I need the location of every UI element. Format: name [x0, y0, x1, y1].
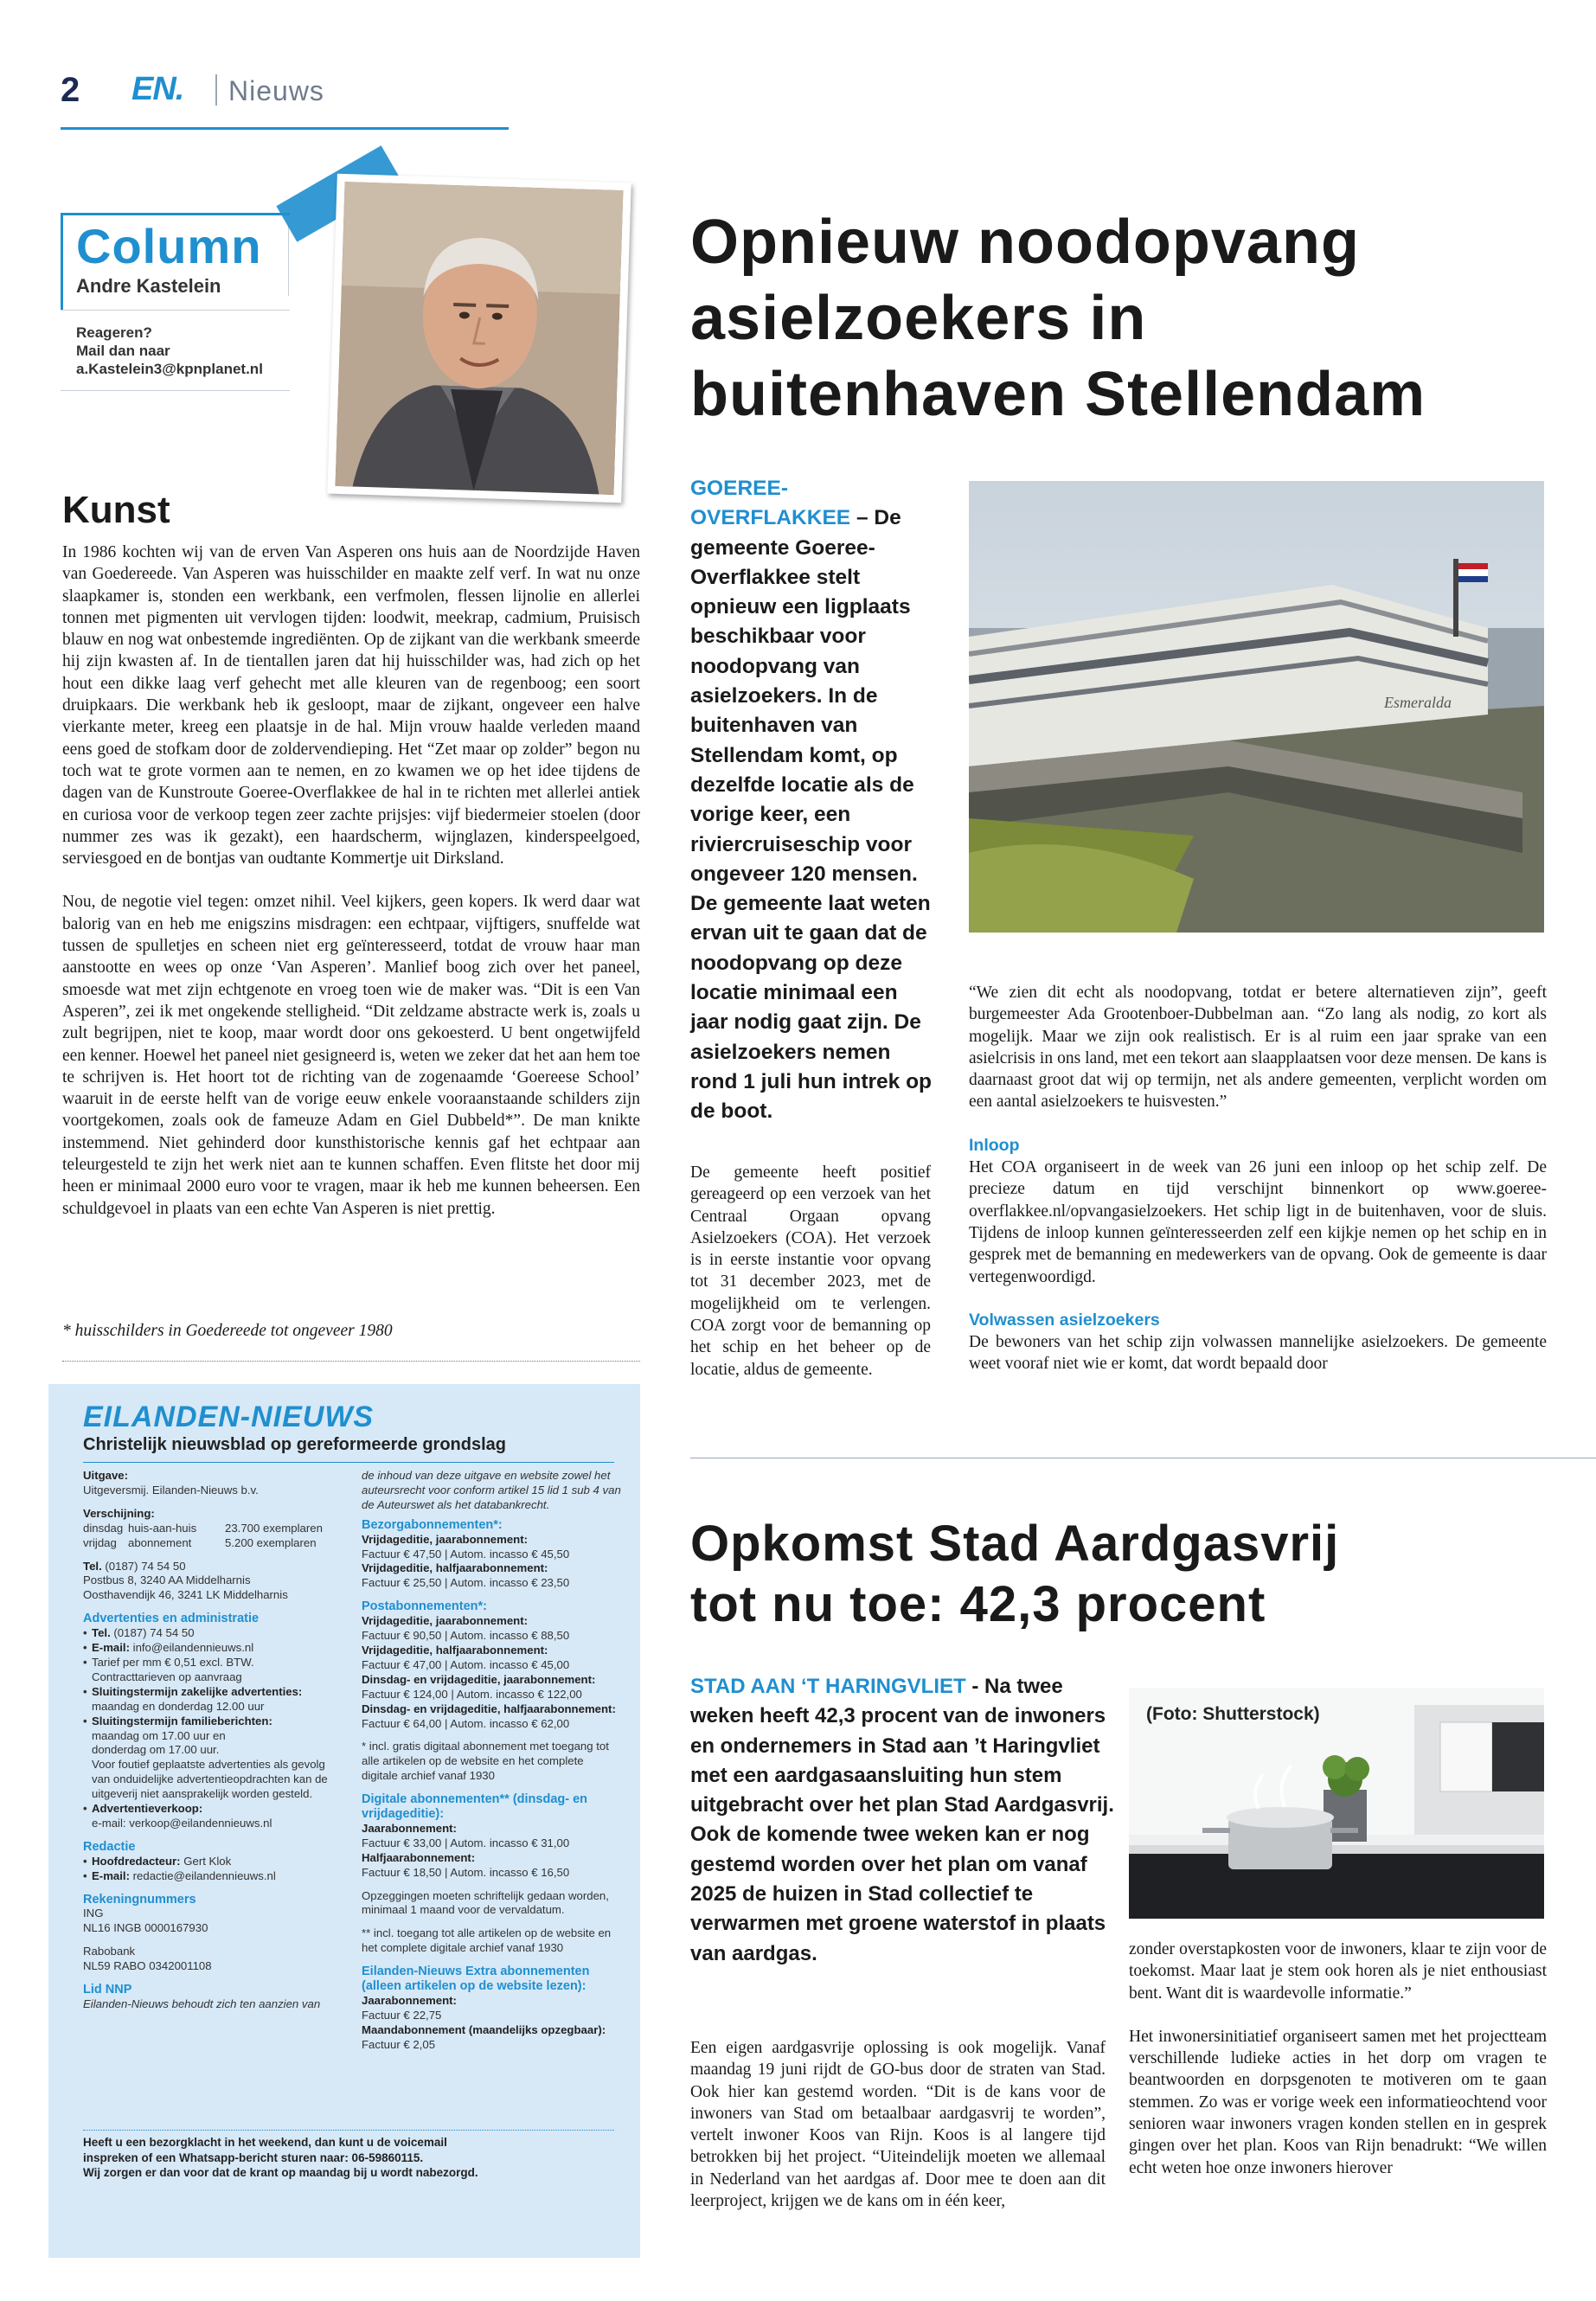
article1-lead: [690, 474, 937, 1127]
adv-list: [83, 1626, 343, 1831]
post-line: Dinsdag- en vrijdageditie, jaarabonnement:: [362, 1672, 596, 1686]
article2-left-column: [690, 2037, 1106, 2212]
column-end-rule: [62, 1361, 640, 1362]
bottom-note-line-3: Wij zorgen er dan voor dat de krant op maandag bij u wordt nabezorgd.: [83, 2166, 478, 2179]
rekening-heading: Rekeningnummers: [83, 1892, 196, 1907]
phone-value: (0187) 74 54 50: [101, 1559, 186, 1573]
rights-text: de inhoud van deze uitgave en website zowel het auteursrecht voor conform artikel 15 lid 1 sub 4 van de Auteurswet als het databankrecht.: [362, 1469, 621, 1511]
article2-right-paragraph-1: zonder overstapkosten voor de inwoners, klaar te zijn voor de toekomst. Maar laat je stem ook horen als je niet enthousiast bent. Want dit is waardevolle informatie.”: [1129, 1940, 1547, 2003]
post-line: Factuur € 47,00 | Autom. incasso € 45,00: [362, 1657, 570, 1671]
colophon-logo: EILANDEN-NIEUWS: [83, 1400, 375, 1433]
adv-item: • Sluitingstermijn familieberichten: maandag om 17.00 uur en donderdag om 17.00 uur. Voor foutief geplaatste advertenties als gevolg van onduidelijke advertentieopdrachten kan de uitgeverij niet aansprakelijk worden gesteld.: [83, 1715, 343, 1802]
post-heading: Postabonnementen*:: [362, 1599, 488, 1614]
article1-headline-line-2: asielzoekers in: [690, 284, 1147, 353]
column-title: Column: [76, 219, 262, 273]
verschijning-day: vrijdag: [83, 1535, 117, 1549]
bottom-note-line-2: inspreken of een Whatsapp-bericht sturen naar: 06-59860115.: [83, 2150, 424, 2164]
ship-photo: [969, 481, 1544, 933]
article1-subhead-inloop: Inloop: [969, 1135, 1020, 1155]
rekening-line: NL59 RABO 0342001108: [83, 1959, 212, 1973]
redactie-item[interactable]: • E-mail: redactie@eilandennieuws.nl: [83, 1869, 343, 1884]
colophon-bottom-rule: [83, 2130, 614, 2131]
phone-label: Tel.: [83, 1559, 102, 1573]
author-photo: [327, 174, 631, 503]
column-headline: Kunst: [62, 489, 170, 531]
uitgave-value: Uitgeversmij. Eilanden-Nieuws b.v.: [83, 1483, 259, 1497]
react-line-1: Reageren?: [76, 324, 152, 341]
section-label: Nieuws: [228, 75, 324, 106]
author-photo-image: [336, 182, 624, 495]
column-footnote: * huisschilders in Goedereede tot ongeveer 1980: [62, 1322, 393, 1340]
redactie-list: [83, 1855, 343, 1884]
digital-line: Factuur € 18,50 | Autom. incasso € 16,50: [362, 1865, 570, 1879]
column-separator: [61, 310, 290, 311]
adv-item[interactable]: • E-mail: info@eilandennieuws.nl: [83, 1641, 343, 1656]
article1-location: GOEREE-OVERFLAKKEE: [690, 477, 851, 530]
article2-right-paragraph-2: Het inwonersinitiatief organiseert samen met het projectteam verschillende ludieke acties in het dorp om vragen te beantwoorden en dorpsgenoten te motiveren om te gaan stemmen. Zo was er vorige week een informatieochtend voor senioren waar inwoners vragen konden stellen en in gesprek gingen over het plan. Koos van Rijn benadrukt: “We willen echt weten hoe onze inwoners hierover: [1129, 2027, 1547, 2177]
colophon-right-column: [362, 1469, 621, 2053]
header-rule: [61, 127, 509, 130]
header-divider: [215, 74, 217, 106]
digital-line: Halfjaarabonnement:: [362, 1850, 476, 1864]
colophon-rule: [83, 1462, 614, 1463]
column-body: [62, 542, 640, 1220]
bezorg-line: Factuur € 47,50 | Autom. incasso € 45,50: [362, 1547, 570, 1561]
colophon-tagline: Christelijk nieuwsblad op gereformeerde grondslag: [83, 1435, 506, 1454]
bezorg-line: Vrijdageditie, halfjaarabonnement:: [362, 1561, 548, 1575]
verschijning-row-1: [83, 1522, 343, 1536]
cruise-ship-illustration: [969, 481, 1544, 933]
ship-name-text: Esmeralda: [1384, 694, 1452, 711]
column-separator-bottom: [61, 390, 290, 391]
post-line: Vrijdageditie, halfjaarabonnement:: [362, 1643, 548, 1657]
rekening-line: NL16 INGB 0000167930: [83, 1921, 208, 1935]
post-line: Factuur € 124,00 | Autom. incasso € 122,00: [362, 1687, 582, 1701]
digital-line: Factuur € 33,00 | Autom. incasso € 31,00: [362, 1836, 570, 1849]
article1-quote-paragraph: “We zien dit echt als noodopvang, totdat er betere alternatieven zijn”, geeft burgemeester Ada Grootenboer-Dubbelman aan. “Zo lang als nodig, zo kort als mogelijk. Maar we zijn ook realistisch. Er is al ruim een jaar sprake van een asielcrisis in ons land, met een tekort aan slaapplaatsen voor deze mensen. De kans is daarnaast groot dat wij op termijn, net als andere gemeenten, verplicht worden om een aantal asielzoekers te huisvesten.”: [969, 984, 1547, 1112]
address-line-2: Oosthavendijk 46, 3241 LK Middelharnis: [83, 1588, 288, 1602]
adv-item: • Sluitingstermijn zakelijke advertenties: maandag en donderdag 12.00 uur: [83, 1685, 343, 1715]
article1-headline-line-3: buitenhaven Stellendam: [690, 360, 1426, 429]
verschijning-type: huis-aan-huis: [128, 1521, 197, 1535]
column-paragraph-1: In 1986 kochten wij van de erven Van Asperen ons huis aan de Noordzijde Haven van Goedereede. Van Asperen was huisschilder en maakte zelf verf. In wat nu onze slaapkamer is, stonden een werkbank, een verfmolen, flessen lijnolie en allerlei tonnen met pigmenten uit vervlogen tijden: loodwit, meekrap, cadmium, Pruisisch blauw en nog wat onbestemde ingrediënten. Op de zijkant van die werkbank smeerde hij zijn kwasten af. In de tientallen jaren dat hij huisschilder was, had zich op het hout een dikke laag verf gehecht met alle kleuren van de regenboog; een soort druipkaars. Die werkbank heb ik gesloopt, maar de zijkant, ongeveer een halve vierkante meter, kreeg een plaatsje in de hal. Mijn vrouw haalde verleden maand eens goed de stofkam door de zoldervendieping. Het “Zet maar op zolder” begon nu toch wat te grote vormen aan te nemen, en zo kwamen we op het idee tijdens de dagen van de Kunstroute Goeree-Overflakkee de hal in te richten met allerlei antiek en curiosa voor de verkoop tegen zeer zachte prijsjes: vijf biedermeier stoelen (door nummer zes was ik gezakt), een haardscherm, wijnglazen, kinderspeelgoed, serviesgoed en de bontjas van oudtante Kommertje uit Dirksland.: [62, 543, 640, 868]
article1-left-column: [690, 1162, 931, 1381]
article2-headline: [690, 1514, 1555, 1635]
photo-credit: (Foto: Shutterstock): [1146, 1704, 1320, 1724]
post-note: * incl. gratis digitaal abonnement met toegang tot alle artikelen op de website en het complete digitale archief vanaf 1930: [362, 1740, 609, 1783]
article2-lead: [690, 1672, 1114, 1969]
article1-inloop-paragraph: Het COA organiseert in de week van 26 juni een inloop op het schip zelf. De precieze datum en tijd verschijnt binnenkort op www.goeree-overflakkee.nl/opvangasielzoekers. Het schip ligt in de buitenhaven, voor de sluis. Tijdens de inloop kunnen geïnteresseerden zelf een kijkje nemen op het schip en in gesprek met de bemanning en medewerkers van de opvang. Ook de gemeente is daar vertegenwoordigd.: [969, 1158, 1547, 1286]
extra-line: Jaarabonnement:: [362, 1994, 457, 2007]
article2-location: STAD AAN ‘T HARINGVLIET: [690, 1675, 966, 1698]
adv-item: • Tel. (0187) 74 54 50: [83, 1626, 343, 1641]
post-line: Vrijdageditie, jaarabonnement:: [362, 1614, 528, 1628]
colophon-left-column: [83, 1469, 343, 2012]
adv-item[interactable]: • Advertentieverkoop: e-mail: verkoop@eilandennieuws.nl: [83, 1802, 343, 1831]
article2-headline-line-1: Opkomst Stad Aardgasvrij: [690, 1516, 1340, 1572]
article1-volwassen-paragraph: De bewoners van het schip zijn volwassen mannelijke asielzoekers. De gemeente weet vooraf niet wie er komt, dat wordt bepaald door: [969, 1333, 1547, 1374]
adv-item: • Tarief per mm € 0,51 excl. BTW. Contracttarieven op aanvraag: [83, 1656, 343, 1685]
uitgave-label: Uitgave:: [83, 1469, 129, 1482]
article2-lead-text: - Na twee weken heeft 42,3 procent van de inwoners en ondernemers in Stad aan ’t Haringvliet met een aardgasaansluiting hun stem uitgebracht over het plan Stad Aardgasvrij. Ook de komende twee weken kan er nog gestemd worden over het plan om vanaf 2025 de huizen in Stad collectief te verwarmen met groene waterstof in plaats van aardgas.: [690, 1675, 1114, 1965]
nnp-note: Eilanden-Nieuws behoudt zich ten aanzien van: [83, 1997, 321, 2010]
verschijning-label: Verschijning:: [83, 1506, 155, 1520]
article1-lead-text: – De gemeente Goeree-Overflakkee stelt opnieuw een ligplaats beschikbaar voor noodopvang van asielzoekers. In de buitenhaven van Stellendam komt, op dezelfde locatie als de vorige keer, een riviercruiseschip voor ongeveer 120 mensen. De gemeente laat weten ervan uit te gaan dat de noodopvang op deze locatie minimaal een jaar nodig gaat zijn. De asielzoekers nemen rond 1 juli hun intrek op de boot.: [690, 506, 933, 1124]
portrait-illustration: [336, 182, 624, 495]
column-react-info: [76, 324, 263, 378]
article2-right-column: [1129, 1939, 1547, 2179]
post-line: Factuur € 90,50 | Autom. incasso € 88,50: [362, 1629, 570, 1643]
digital-line: Jaarabonnement:: [362, 1821, 457, 1835]
bezorg-line: Factuur € 25,50 | Autom. incasso € 23,50: [362, 1576, 570, 1590]
article1-headline-line-1: Opnieuw noodopvang: [690, 208, 1360, 277]
redactie-item: • Hoofdredacteur: Gert Klok: [83, 1855, 343, 1869]
cancel-note: Opzeggingen moeten schriftelijk gedaan worden, minimaal 1 maand voor de vervaldatum.: [362, 1888, 609, 1917]
digital-heading: Digitale abonnementen** (dinsdag- en vrijdageditie):: [362, 1792, 588, 1822]
verschijning-type: abonnement: [128, 1535, 192, 1549]
react-email[interactable]: a.Kastelein3@kpnplanet.nl: [76, 361, 263, 377]
verschijning-day: dinsdag: [83, 1521, 124, 1535]
extra-heading: Eilanden-Nieuws Extra abonnementen (alleen artikelen op de website lezen):: [362, 1965, 590, 1994]
article2-left-paragraph: Een eigen aardgasvrije oplossing is ook mogelijk. Vanaf maandag 19 juni rijdt de GO-bus door de straten van Stad. Ook hier kan gestemd worden. “Dit is de kans voor de inwoners van Stad om betaalbaar aardgasvrij te worden”, vertelt inwoner Koos van Rijn. Koos is al langere tijd betrokken bij het project. “Uiteindelijk moeten we allemaal in Nederland van het aardgas af. Door mee te doen aan dit leerproject, krijgen we de kans om in één keer,: [690, 2039, 1106, 2211]
verschijning-row-2: [83, 1536, 343, 1551]
address-line-1: Postbus 8, 3240 AA Middelharnis: [83, 1574, 251, 1587]
digital-note: ** incl. toegang tot alle artikelen op de website en het complete digitale archief vanaf 1930: [362, 1926, 612, 1955]
column-paragraph-2: Nou, de negotie viel tegen: omzet nihil. Veel kijkers, geen kopers. Ik werd daar wat balorig van en heb me enigszins misdragen: een echtpaar, vijftigers, snuffelde wat tussen de spulletjes en scheen niet erg geïnteresseerd, totdat de vrouw haar man aanstootte en wees op onze ‘Van Asperen’. Manlief boog zich over het paneel, smoesde wat met zijn echtgenote en vroeg toen wie de maker was. “Dit is een Van Asperen”, zei ik met ongekende stelligheid. “Dit zeldzame abstracte werk is, zoals u zult begrijpen, niet te koop, maar wordt door ons gekoesterd. U bent ongetwijfeld een kenner. Hoewel het paneel niet gesigneerd is, weten we zeker dat het aan hem toe te schrijven is. Het hoort tot de richting van de zogenaamde ‘Goereese School’ waaruit in de eerste helft van de vorige eeuw enkele vooraanstaande schilders zijn voortgekomen, zoals ook de fameuze Adam en Giel Dubbeld*”. De man knikte instemmend. Niet gehinderd door kunsthistorische kennis gaf het echtpaar aan teleurgesteld te zijn het werk niet aan te kunnen schaffen. Even flitste het door mij heen er minimaal 2000 euro voor te vragen, maar ik heb me kunnen beheersen. Een schuldgevoel in plaats van een echte Van Asperen is niet prettig.: [62, 893, 640, 1218]
article1-subhead-volwassen: Volwassen asielzoekers: [969, 1310, 1160, 1330]
extra-line: Maandabonnement (maandelijks opzegbaar):: [362, 2022, 606, 2036]
react-line-2: Mail dan naar: [76, 343, 170, 359]
post-line: Factuur € 64,00 | Autom. incasso € 62,00: [362, 1716, 570, 1730]
extra-line: Factuur € 2,05: [362, 2037, 436, 2051]
verschijning-count: 23.700 exemplaren: [225, 1521, 323, 1535]
column-author: Andre Kastelein: [76, 275, 221, 297]
page-number: 2: [61, 71, 80, 109]
rekening-line: ING: [83, 1907, 104, 1920]
redactie-heading: Redactie: [83, 1839, 136, 1854]
article1-right-column: [969, 982, 1547, 1375]
article1-headline: [690, 204, 1564, 433]
column-vertical-rule: [288, 223, 289, 296]
bezorg-line: Vrijdageditie, jaarabonnement:: [362, 1532, 528, 1546]
nnp-heading: Lid NNP: [83, 1983, 132, 1997]
extra-line: Factuur € 22,75: [362, 2008, 442, 2022]
en-logo: EN.: [131, 71, 184, 107]
bezorg-heading: Bezorgabonnementen*:: [362, 1517, 503, 1532]
rekening-line: Rabobank: [83, 1945, 136, 1958]
article2-headline-line-2: tot nu toe: 42,3 procent: [690, 1576, 1266, 1632]
phone-line: [83, 1560, 343, 1574]
colophon-bottom-note: [83, 2135, 614, 2181]
bottom-note-line-1: Heeft u een bezorgklacht in het weekend, dan kunt u de voicemail: [83, 2136, 447, 2149]
verschijning-count: 5.200 exemplaren: [225, 1535, 317, 1549]
article1-left-paragraph: De gemeente heeft positief gereageerd op een verzoek van het Centraal Orgaan opvang Asielzoekers (COA). Het verzoek is in eerste instantie voor opvang tot 31 december 2023, met de mogelijkheid om te verlengen. COA zorgt voor de bemanning op het schip en het beheer op de locatie, aldus de gemeente.: [690, 1163, 931, 1379]
post-line: Dinsdag- en vrijdageditie, halfjaarabonnement:: [362, 1702, 616, 1715]
adv-heading: Advertenties en administratie: [83, 1612, 260, 1626]
